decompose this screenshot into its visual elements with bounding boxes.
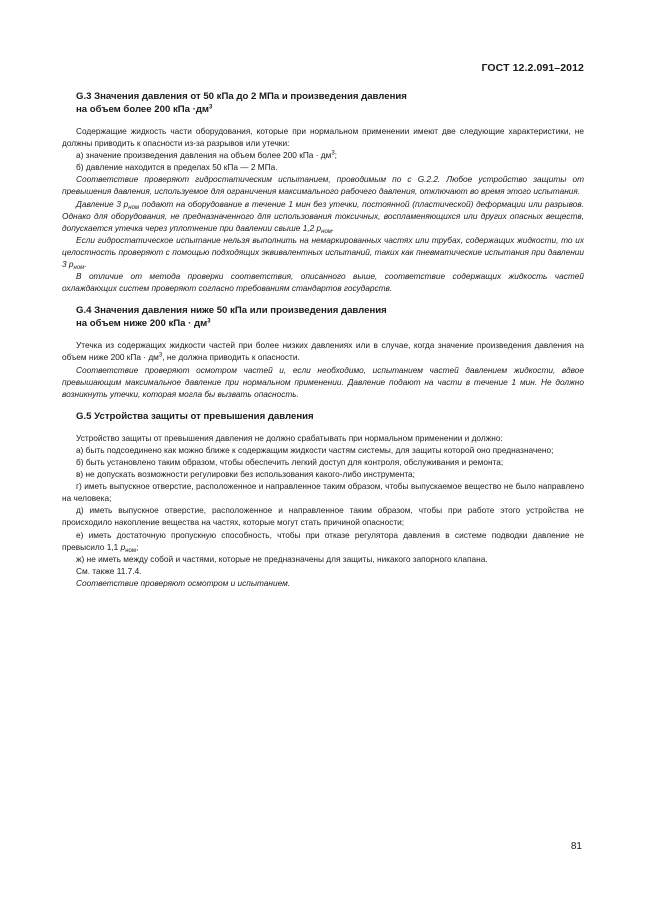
g5-item-b: б) быть установлено таким образом, чтобы обеспечить легкий доступ для контроля, обслуживания и ремонта; <box>76 456 504 467</box>
section-g3-title-line1: G.3 Значения давления от 50 кПа до 2 МПа и произведения давления <box>76 91 407 102</box>
g5-item-v: в) не допускать возможности регулировки без использования какого-либо инструмента; <box>76 469 415 480</box>
g3-intro-paragraph: Содержащие жидкость части оборудования, которые при нормальном применении имеют две следующие характеристики, не должны приводить к опасности из-за разрывов или утечки: <box>62 126 584 149</box>
section-g3-title-superscript: 3 <box>209 104 213 111</box>
section-g3-title <box>62 90 584 116</box>
g5-item-zh: ж) не иметь между собой и частями, которые не предназначены для защиты, никакого запорного клапана. <box>76 553 488 564</box>
g4-p1-superscript: 3 <box>158 352 163 359</box>
g3-pressure-subscript: ном <box>128 204 140 211</box>
page-number: 81 <box>570 841 582 852</box>
g3-item-a-text: а) значение произведения давления на объем более 200 кПа · дм <box>76 150 332 161</box>
g3-pressure-symbol-2: p <box>316 222 322 233</box>
g5-see-also: См. также 11.7.4. <box>76 565 142 576</box>
g5-item-e-end: ; <box>135 541 139 552</box>
standard-header: ГОСТ 12.2.091–2012 <box>481 62 584 74</box>
g3-pressure-post: подают на оборудование в течение 1 мин без утечки, постоянной (пластической) деформации или разрывов. Однако для оборудования, не предназначенного для использования токсичных, воспламеняющихся или других опасных веществ, допускается утечка через уплотнение при давлении свыше 1,2 <box>62 198 584 233</box>
g3-if-pre: Если гидростатическое испытание нельзя выполнить на немаркированных частях или трубах, содержащих жидкости, то их целостность проверяют с помощью подходящих эквивалентных испытаний, таких как пневматические испытания при давлении 3 <box>62 234 584 270</box>
g3-pressure-subscript-2: ном <box>321 228 332 235</box>
g3-item-a-superscript: 3 <box>331 150 335 157</box>
g5-item-e-symbol: p <box>120 541 126 552</box>
g3-pressure-symbol: p <box>123 198 129 209</box>
g4-p1-post: , не должна приводить к опасности. <box>162 352 300 363</box>
g5-item-g: г) иметь выпускное отверстие, расположенное и направленное таким образом, чтобы выпускаемое вещество не было направлено на человека; <box>62 481 584 504</box>
section-g4-title-line2: на объем ниже 200 кПа · дм <box>76 318 208 330</box>
g5-item-e-text: е) иметь достаточную пропускную способность, чтобы при отказе регулятора давления в системе подводки давление не превысило 1,1 <box>62 529 584 552</box>
g3-if-symbol: p <box>68 259 74 270</box>
g5-intro-paragraph: Устройство защиты от превышения давления не должно срабатывать при нормальном применении и должно: <box>76 432 503 443</box>
g5-item-e-subscript: ном <box>125 547 136 554</box>
g3-if-subscript: ном <box>73 265 85 272</box>
g3-pressure-pre: Давление 3 <box>76 198 124 209</box>
section-g4-title-line1: G.4 Значения давления ниже 50 кПа или произведения давления <box>76 305 387 317</box>
section-g5-title: G.5 Устройства защиты от превышения давления <box>76 410 314 422</box>
g5-item-a: а) быть подсоединено как можно ближе к содержащим жидкости частям системы, для защиты которой оно предназначено; <box>76 444 554 455</box>
g3-item-a-end: ; <box>334 150 337 161</box>
g5-item-d: д) иметь выпускное отверстие, расположенное и направленное таким образом, чтобы при работе этого устройства не происходило накопление вещества на частях, которые могут стать причиной опасности; <box>62 505 584 528</box>
g3-item-a <box>62 149 584 161</box>
document-body <box>62 90 584 589</box>
g4-paragraph-1 <box>62 339 584 363</box>
section-g4-title <box>62 304 584 330</box>
g3-unlike-paragraph: В отличие от метода проверки соответствия, описанного выше, соответствие содержащих жидкость частей охлаждающих систем проверяют согласно требованиям стандартов государств. <box>62 271 584 294</box>
section-g3-title-line2: на объем более 200 кПа ·дм <box>76 104 210 115</box>
g3-pressure-paragraph <box>62 198 584 234</box>
section-g4-title-superscript: 3 <box>207 318 211 325</box>
g3-compliance-paragraph: Соответствие проверяют гидростатическим испытанием, проводимым по с G.2.2. Любое устройство защиты от превышения давления, используемое для ограничения максимального рабочего давления, отключают во время этого испытания. <box>62 174 584 197</box>
g4-paragraph-2: Соответствие проверяют осмотром частей и, если необходимо, испытанием частей давлением жидкости, вдвое превышающим максимальное давление при нормальном применении. Давление подают на части в течение 1 мин. Не должно возникнуть утечки, которая могла бы вызвать опасность. <box>62 364 584 399</box>
g3-if-end: . <box>84 259 87 270</box>
g3-if-paragraph <box>62 234 584 270</box>
g5-compliance-paragraph: Соответствие проверяют осмотром и испытанием. <box>76 577 291 588</box>
g4-p1-pre: Утечка из содержащих жидкости частей при более низких давлениях или в случае, когда значение произведения давления на объем ниже 200 кПа · дм <box>62 340 584 363</box>
g3-pressure-end: . <box>331 222 335 233</box>
g5-item-e <box>62 529 584 553</box>
g3-item-b: б) давление находится в пределах 50 кПа — 2 МПа. <box>76 162 278 173</box>
